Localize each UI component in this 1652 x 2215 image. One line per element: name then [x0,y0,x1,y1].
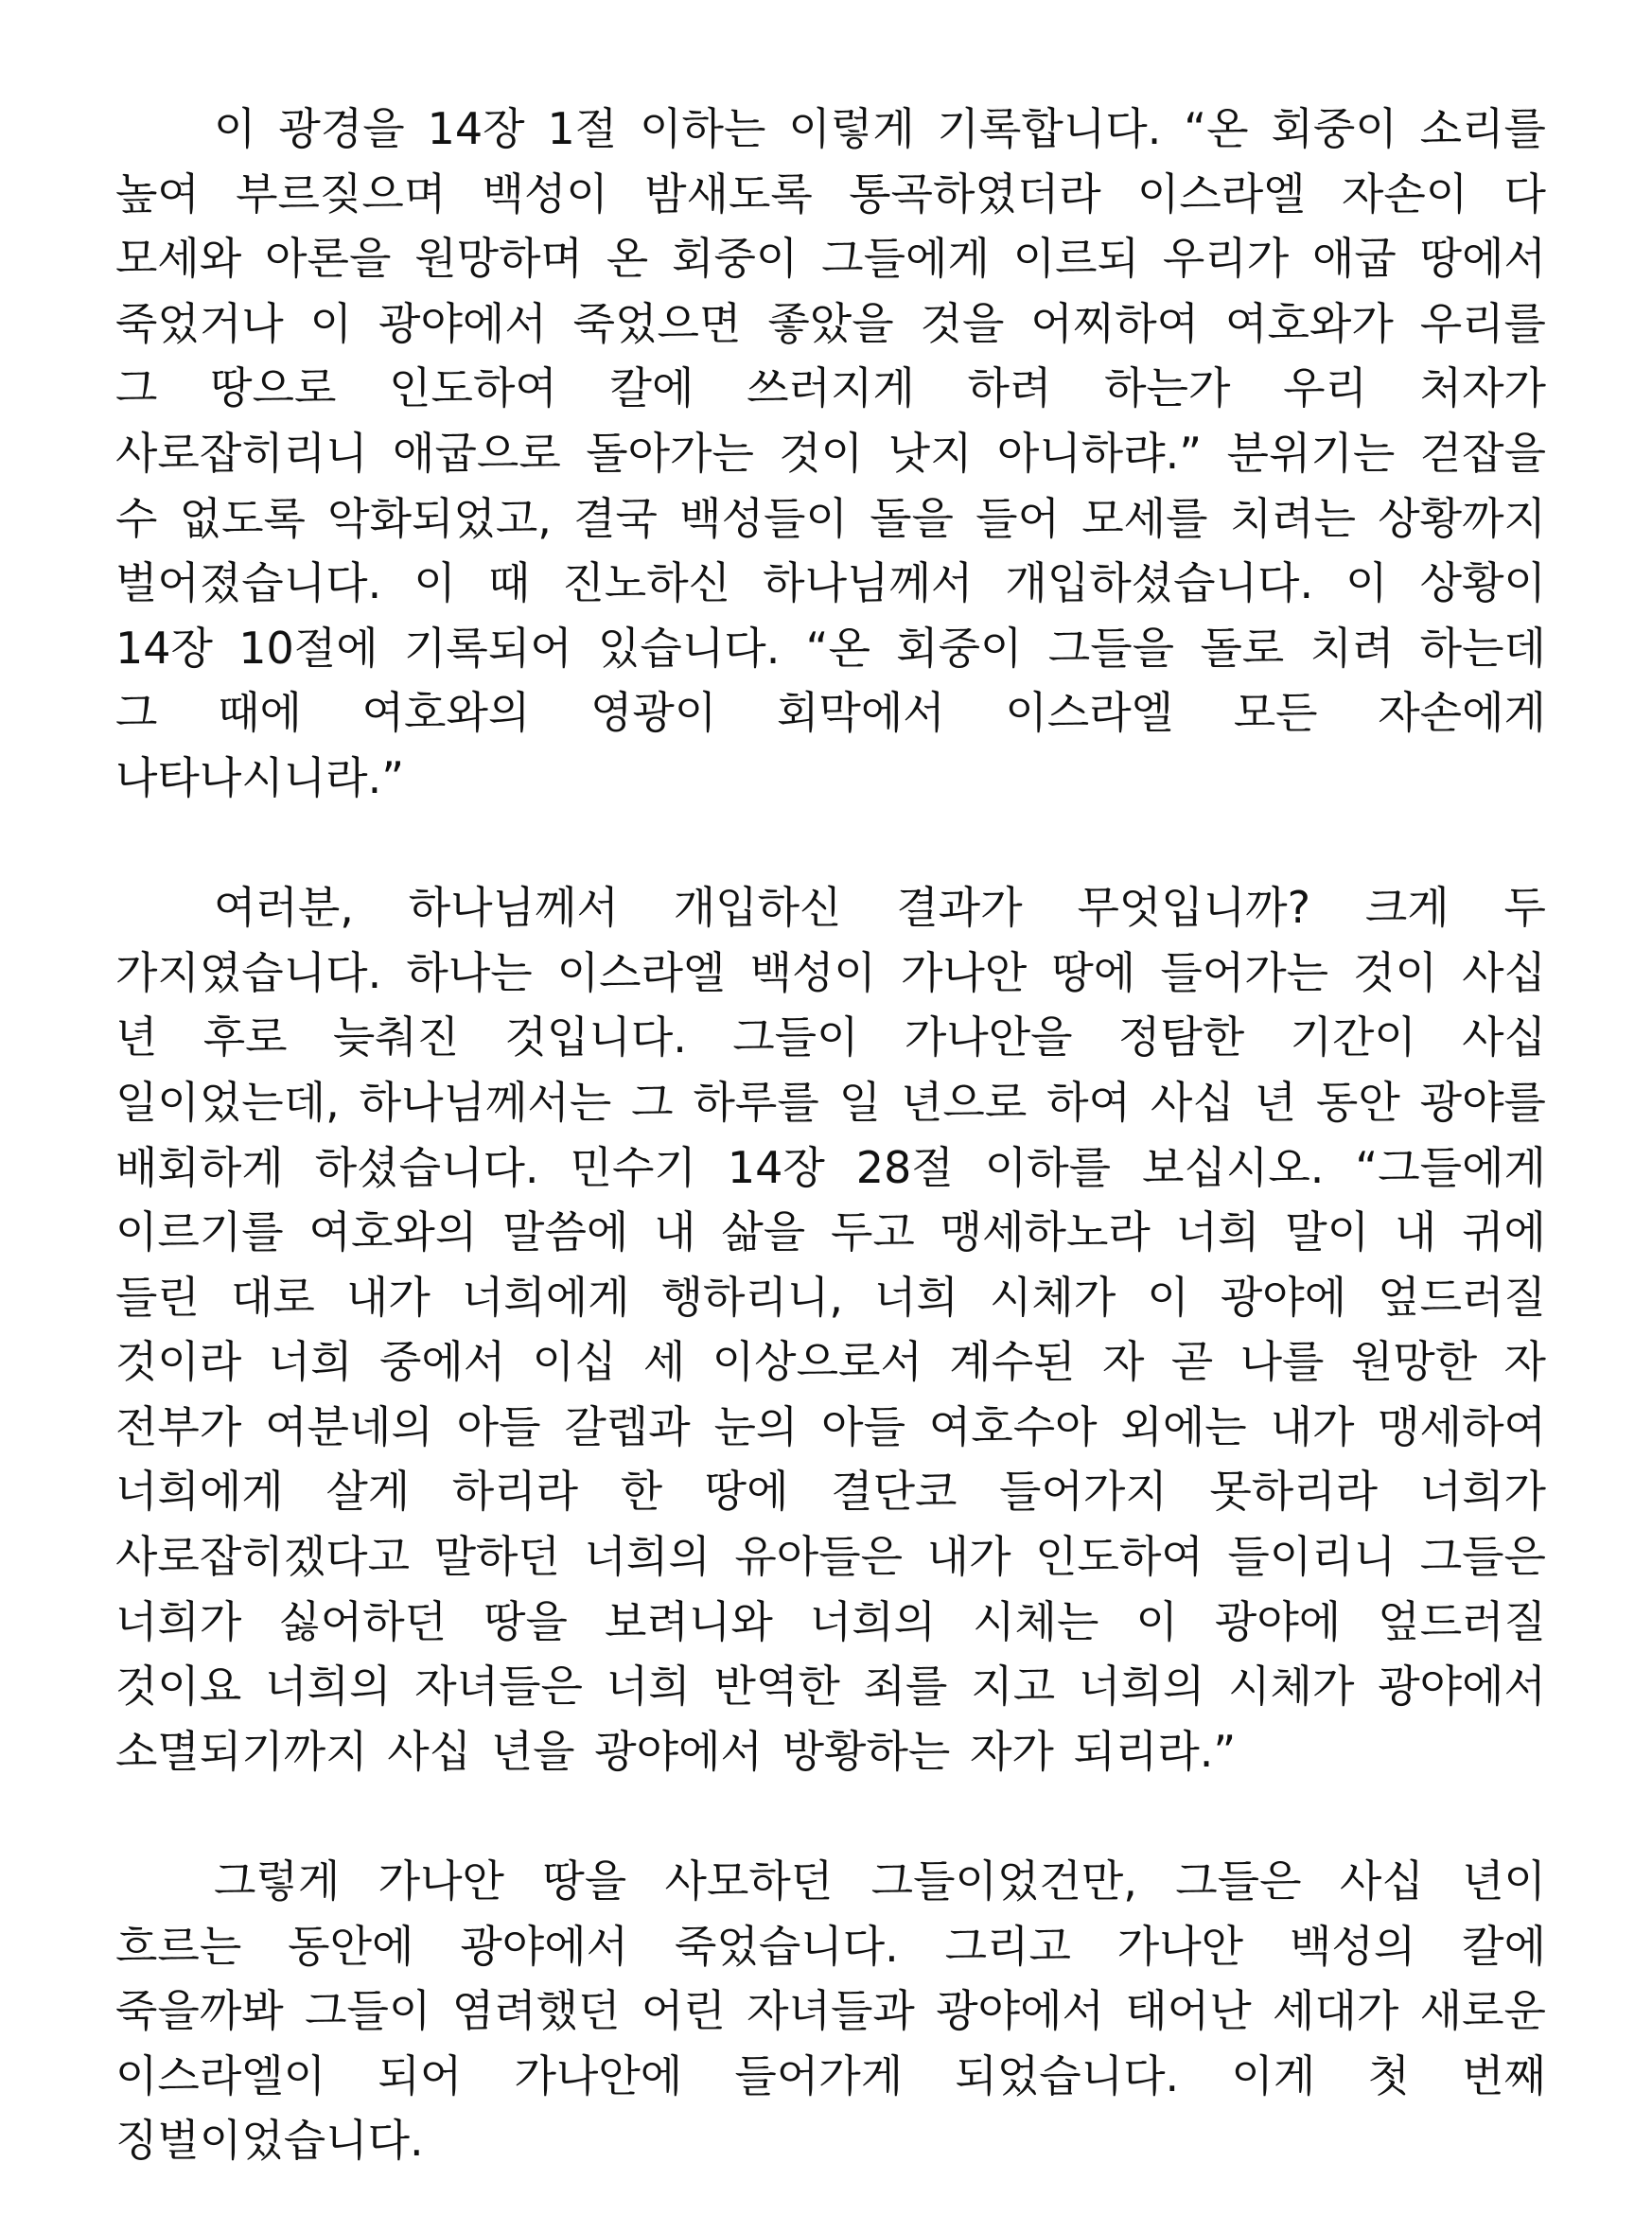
paragraph-2: 여러분, 하나님께서 개입하신 결과가 무엇입니까? 크게 두 가지였습니다. 하나는 이스라엘 백성이 가나안 땅에 들어가는 것이 사십 년 후로 늦춰진 것입니다. 그들이 가나안을 정탐한 기간이 사십 일이었는데, 하나님께서는 그 하루를 일 년으로 하여 사십 년 동안 광야를 배회하게 하셨습니다. 민수기 14장 28절 이하를 보십시오. “그들에게 이르기를 여호와의 말씀에 내 삶을 두고 맹세하노라 너희 말이 내 귀에 들린 대로 내가 너희에게 행하리니, 너희 시체가 이 광야에 엎드러질 것이라 너희 중에서 이십 세 이상으로서 계수된 자 곧 나를 원망한 자 전부가 여분네의 아들 갈렙과 눈의 아들 여호수아 외에는 내가 맹세하여 너희에게 살게 하리라 한 땅에 결단코 들어가지 못하리라 너희가 사로잡히겠다고 말하던 너희의 유아들은 내가 인도하여 들이리니 그들은 너희가 싫어하던 땅을 보려니와 너희의 시체는 이 광야에 엎드러질 것이요 너희의 자녀들은 너희 반역한 죄를 지고 너희의 시체가 광야에서 소멸되기까지 사십 년을 광야에서 방황하는 자가 되리라.” [115,882,1546,1777]
document-page [115,97,1546,2173]
paragraph-1: 이 광경을 14장 1절 이하는 이렇게 기록합니다. “온 회중이 소리를 높여 부르짖으며 백성이 밤새도록 통곡하였더라 이스라엘 자손이 다 모세와 아론을 원망하며 온 회중이 그들에게 이르되 우리가 애굽 땅에서 죽었거나 이 광야에서 죽었으면 좋았을 것을 어찌하여 여호와가 우리를 그 땅으로 인도하여 칼에 쓰러지게 하려 하는가 우리 처자가 사로잡히리니 애굽으로 돌아가는 것이 낫지 아니하랴.” 분위기는 걷잡을 수 없도록 악화되었고, 결국 백성들이 돌을 들어 모세를 치려는 상황까지 벌어졌습니다. 이 때 진노하신 하나님께서 개입하셨습니다. 이 상황이 14장 10절에 기록되어 있습니다. “온 회중이 그들을 돌로 치려 하는데 그 때에 여호와의 영광이 회막에서 이스라엘 모든 자손에게 나타나시니라.” [115,103,1546,803]
paragraph-3: 그렇게 가나안 땅을 사모하던 그들이었건만, 그들은 사십 년이 흐르는 동안에 광야에서 죽었습니다. 그리고 가나안 백성의 칼에 죽을까봐 그들이 염려했던 어린 자녀들과 광야에서 태어난 세대가 새로운 이스라엘이 되어 가나안에 들어가게 되었습니다. 이게 첫 번째 징벌이었습니다. [115,1855,1547,2167]
